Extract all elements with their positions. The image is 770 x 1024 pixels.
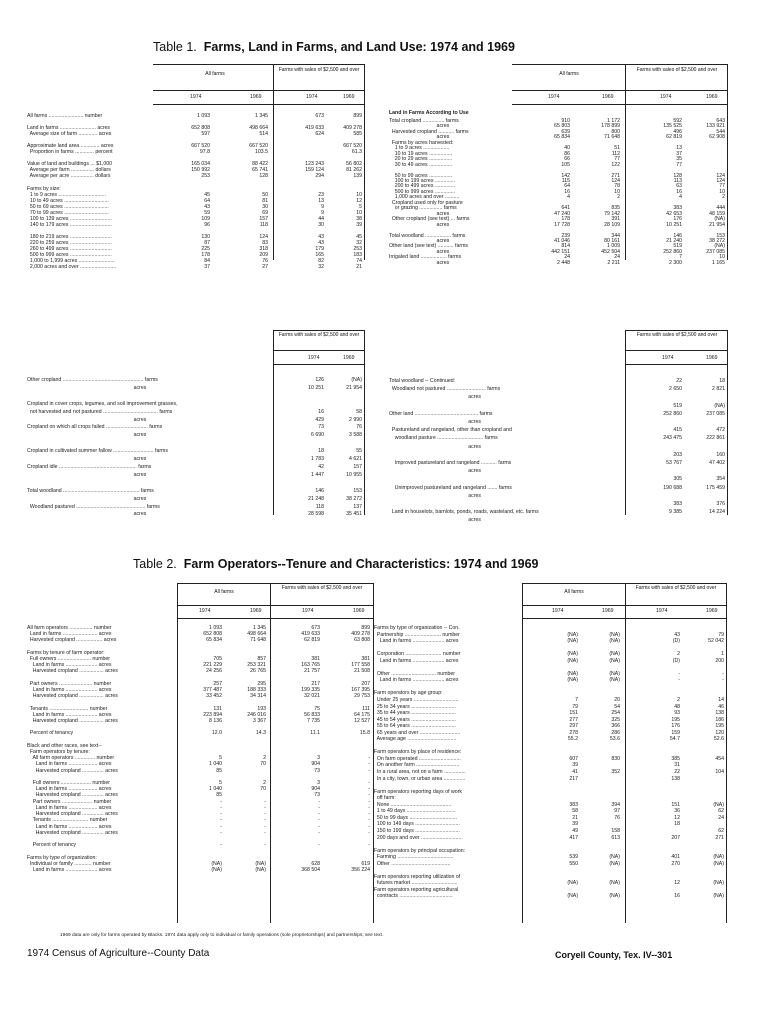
t2-year: 1974	[656, 608, 668, 614]
table1-lower-left-labels: Other cropland ........................................................ farms acres Cropland in cover crops, legumes, and soil improvement grasses, not harvested and not pastured ...................................... farms acres Cropland on which all crops failed ............................. farms acres Cropland in cultivated summer fallow ............................ farms acres Cropland idle ...................................................... farms acres Total woodland ..................................................... farms acres Woodland pastured ................................................ farms acres	[27, 377, 178, 518]
t1-lower-year: 1969	[343, 355, 355, 361]
table1-right-col2: 1 172 178 899 800 71 648 51 112 77 122 271 124 78 10 2 835 79 142 391 28 109 344 80 161 1 009 452 504 24 2 211	[601, 118, 620, 266]
t1-year: 1974	[306, 94, 318, 100]
table1-lower-left-col2: (NA) 21 954 58 2 990 76 3 588 55 4 621 157 10 955 153 38 272 137 35 451	[346, 377, 362, 518]
table2-left-col1: 1 093 652 808 65 834 705 221 229 24 256 257 377 487 33 452 131 223 894 8 136 12.0 5 1 040 85 5 1 040 85 - - - - - - - (NA) (NA)	[203, 625, 222, 873]
t2-year: 1974	[552, 608, 564, 614]
t1-year: 1969	[706, 94, 718, 100]
table1-right-hdr-sales: Farms with sales of $2,500 and over	[636, 67, 718, 73]
t1-year: 1974	[190, 94, 202, 100]
table1-right-hdr-all: All farms	[559, 71, 579, 77]
t1-year: 1974	[548, 94, 560, 100]
table2-right-col1: (NA) (NA) (NA) (NA) (NA) (NA) 7 79 151 277 297 278 55.2 607 39 41 217 383 58 21 39 49 417 539 550 (NA) (NA)	[567, 631, 578, 900]
footer-left: 1974 Census of Agriculture--County Data	[27, 948, 210, 959]
table2-right-hdr-sales: Farms with sales of $2,500 and over	[635, 585, 717, 591]
t1-lower-year: 1974	[308, 355, 320, 361]
t1-year: 1969	[250, 94, 262, 100]
table1-left-col3: 673 419 633 624 123 243 159 124 294 23 13 9 9 44 30 43 43 179 165 82 32	[305, 113, 324, 271]
table2-right-col4: 79 52 042 1 200 - - 14 46 138 186 195 120 52.6 454 104 (NA) 62 24 62 271 (NA) (NA) (NA) (NA)	[708, 631, 724, 900]
table1-hdr-sales: Farms with sales of $2,500 and over	[278, 67, 360, 73]
table1-lower-right-col2: 18 2 821 (NA) 237 085 472 222 861 160 47 402 354 175 459 376 14 224	[706, 378, 725, 516]
table2-left-col3: 673 419 633 62 819 381 163 765 21 757 217 199 335 32 021 75 56 833 7 735 11.1 3 904 73 3 904 73 - - - - - - - 628 368 504	[301, 625, 320, 873]
table2-right-labels: Farms by type of organization -- Con. Partnership ......................... number Land in farms ...................... acres Corporation ......................... number Land in farms ...................... acres Other ............................... number Land in farms ...................... acres Farm operators by age group: Under 25 years ............................... 25 to 34 years ............................... 35 to 44 years ............................... 45 to 54 years ............................... 55 to 64 years ............................... 65 years and over ............................ Average age .................................. Farm operators by place of residence: On farm operated ............................. On another farm .............................. In a rural area, not on a farm ............... In a city, town, or urban area ............... Farm operators reporting days of work off farm: None .......................................... 1 to 49 days .................................. 50 to 99 days ................................. 100 to 149 days ............................... 150 to 199 days ............................... 200 days and over ............................. Farm operators by principal occupation: Farming ....................................... Other ......................................... Farm operators reporting utilization of futures market ................................ Farm operators reporting agricultural contracts .....................................	[374, 625, 466, 900]
t1-year: 1974	[660, 94, 672, 100]
table1-left-col2: 1 345 498 664 514 667 520 103.5 88 422 65 741 128 50 81 30 69 157 118 124 83 318 209 76 27	[249, 113, 268, 271]
footnote: 1969 data are only for farms operated by Blacks. 1974 data apply only to individual or family operations (sole proprietorships) and partnerships; see text.	[60, 933, 384, 938]
t1-lower-year: 1969	[706, 355, 718, 361]
table1-right-col4: 643 133 921 544 62 908 124 124 77 10 2 444 48 159 (NA) 21 954 153 38 272 (NA) 237 085 10 1 165	[706, 118, 725, 266]
t2-year: 1969	[706, 608, 718, 614]
table2-right-col3: 43 (D) 2 (D) - - 2 48 93 195 176 159 54.7 385 31 22 138 151 36 12 18 207 401 270 12 16	[669, 631, 680, 900]
table2-left-col4: 899 409 278 63 808 381 177 558 21 508 207 167 395 29 753 111 64 175 12 527 15.8 - - - - - - - - - - - - - 619 356 224	[351, 625, 370, 873]
table2-right-col2: (NA) (NA) (NA) (NA) (NA) (NA) 20 54 254 325 366 286 53.6 830 352 394 97 76 158 613 (NA) (NA) (NA) (NA)	[609, 631, 620, 900]
table1-right-labels: Total cropland ............... farms acres Harvested cropland ........... farms acres Farms by acres harvested: 1 to 9 acres .................. 10 to 19 acres ................ 20 to 29 acres ................ 30 to 49 acres ................ 50 to 99 acres ................ 100 to 199 acres .............. 200 to 499 acres .............. 500 to 999 acres .............. 1,000 acres and over .......... Cropland used only for pasture or grazing ................ farms acres Other cropland (see text) ... farms acres Total woodland .................. farms acres Other land (see text) ........... farms acres Irrigated land .................. farms acres	[389, 118, 470, 266]
table2-title: Table 2. Farm Operators--Tenure and Characteristics: 1974 and 1969	[133, 557, 539, 571]
t2-year: 1969	[602, 608, 614, 614]
table1-title: Table 1. Farms, Land in Farms, and Land Use: 1974 and 1969	[153, 40, 515, 54]
table1-hdr-all: All farms	[205, 71, 225, 77]
t2-year: 1969	[353, 608, 365, 614]
table1-lower-right-col1: 22 2 650 519 252 860 415 243 475 203 53 767 305 190 688 383 9 385	[663, 378, 682, 516]
table1-left-col4: 899 409 278 585 667 520 61.3 56 802 81 262 139 10 12 5 10 38 39 45 32 253 183 74 21	[343, 113, 362, 271]
table1-lower-hdr: Farms with sales of $2,500 and over	[278, 332, 360, 338]
table1-lower-right-labels: Total woodland -- Continued: Woodland not pastured ........................... farms acres Other land ............................................ farms acres Pastureland and rangeland, other than cropland and woodland pasture ................................ farms acres Improved pastureland and rangeland ........... farms acres Unimproved pastureland and rangeland ....... farms acres Land in houselots, barnlots, ponds, roads, wasteland, etc. farms acres	[389, 378, 539, 524]
table2-hdr-sales: Farms with sales of $2,500 and over	[281, 585, 363, 591]
table1-right-col1: 910 65 803 639 65 834 40 86 66 105 142 115 64 16 4 641 47 240 178 17 728 239 41 046 814 442 151 24 2 448	[551, 118, 570, 266]
table1-lower-left-col1: 126 10 251 16 429 73 6 690 18 1 783 42 1 447 146 21 248 118 28 598	[308, 377, 324, 518]
table1-right-section-title: Land in Farms According to Use	[389, 110, 469, 116]
t2-year: 1974	[199, 608, 211, 614]
t1-year: 1969	[602, 94, 614, 100]
table2-left-labels: All farm operators ................ number Land in farms ........................ acres Harvested cropland .................. acres Farms by tenure of farm operator: Full owners ....................... number Land in farms ...................... acres Harvested cropland ................. acres Part owners ....................... number Land in farms ...................... acres Harvested cropland ................. acres Tenants ........................... number Land in farms ...................... acres Harvested cropland ................. acres Percent of tenancy Black and other races, see text-- Farm operators by tenure: All farm operators .............. number Land in farms .................... acres Harvested cropland ............... acres Full owners ..................... number Land in farms .................... acres Harvested cropland ............... acres Part owners ..................... number Land in farms .................... acres Harvested cropland ............... acres Tenants ......................... number Land in farms .................... acres Harvested cropland ............... acres Percent of tenancy Farms by type of organization: Individual or family ............ number Land in farms ...................... acres	[27, 625, 118, 873]
t2-year: 1969	[250, 608, 262, 614]
t1-year: 1969	[343, 94, 355, 100]
t1-lower-year: 1974	[662, 355, 674, 361]
table2-left-col2: 1 345 498 664 71 648 857 253 321 26 765 295 188 333 34 314 193 246 016 3 367 14.3 2 70 2 70 - - - - - - - (NA) (NA)	[247, 625, 266, 873]
t2-year: 1974	[302, 608, 314, 614]
table1-left-col1: 1 093 652 808 597 667 520 97.8 165 034 150 992 253 45 64 43 59 109 96 130 87 225 178 84 37	[191, 113, 210, 271]
table1-right-col3: 592 135 525 496 62 819 13 37 35 77 128 113 63 16 4 383 42 653 176 10 251 146 21 240 519 252 860 7 2 300	[663, 118, 682, 266]
table2-right-hdr-all: All farms	[564, 589, 584, 595]
table1-left-labels: All farms ........................ number Land in farms ......................... acres Average size of farm ............. acres Approximate land area ............. acres Proportion in farms ............. percent Value of land and buildings ... $1,000 Average per farm ................ dollars Average per acre ................ dollars Farms by size: 1 to 9 acres ................................. 10 to 49 acres ............................... 50 to 69 acres ............................... 70 to 99 acres ............................... 100 to 139 acres ............................. 140 to 179 acres ............................. 180 to 219 acres ............................. 220 to 259 acres ............................. 260 to 499 acres ............................. 500 to 999 acres ............................. 1,000 to 1,999 acres ......................... 2,000 acres and over .........................	[27, 113, 117, 271]
footer-right: Coryell County, Tex. IV--301	[555, 950, 673, 960]
table2-hdr-all: All farms	[214, 589, 234, 595]
table1-lower-right-hdr: Farms with sales of $2,500 and over	[636, 332, 718, 338]
